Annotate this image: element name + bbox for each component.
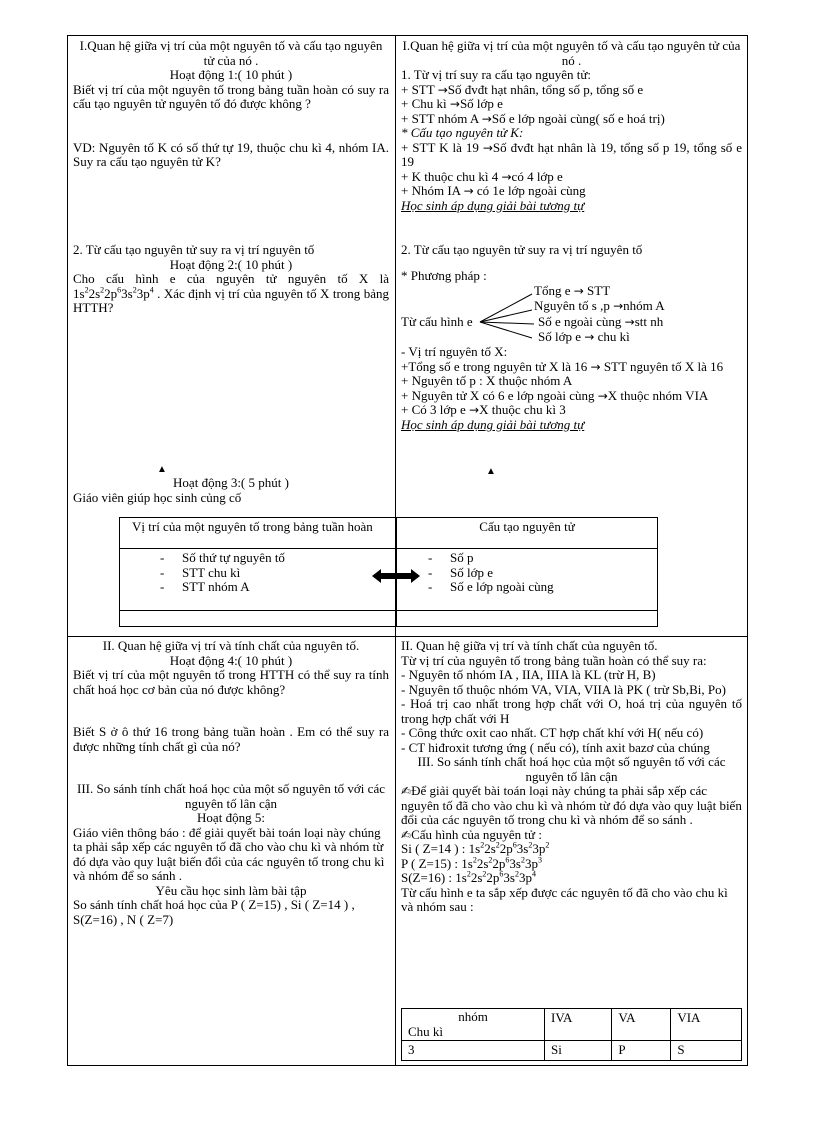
summary-right-list [428,551,554,595]
property-3: - Hoá trị cao nhất trong hợp chất với O, hoá trị của nguyên tố trong hợp chất với H [401,696,742,726]
list-item: - Số e lớp ngoài cùng [428,580,554,595]
arrow-icon: → [463,184,474,198]
rule-stt: + STT →Số đvđt hạt nhân, tổng số p, tổng số e [401,81,644,97]
triangle-marker-left: ▲ [157,464,167,475]
solve-text: ✍Để giải quyết bài toán loại này chúng ta phải sắp xếp các nguyên tố đã cho vào chu kì và nhóm từ đó dựa vào quy luật biến đổi của các nguyên tố trong chu kì và nhóm để so sánh . [401,783,742,827]
activity-2-label: Hoạt động 2:( 10 phút ) [169,256,293,272]
list-item: - Số p [428,551,554,566]
arrow-icon: → [624,315,635,329]
arrow-icon: → [437,82,448,97]
method-label: * Phương pháp : [401,267,487,283]
left-activity-3 [73,476,389,505]
list-item: - STT nhóm A [160,580,285,595]
section-i-title: I.Quan hệ giữa vị trí của một nguyên tố và cấu tạo nguyên tử của nó . [79,38,383,68]
section-i-title-right: I.Quan hệ giữa vị trí của một nguyên tố và cấu tạo nguyên tử của nó . [402,38,741,68]
from-config-label: Từ cấu hình e [401,314,473,329]
list-item: - STT chu kì [160,566,285,581]
left-section-2 [73,243,389,316]
arrow-icon: → [469,403,480,417]
activity-1-label: Hoạt động 1:( 10 phút ) [169,67,293,82]
question-1: Biết vị trí của một nguyên tố trong bảng tuần hoàn có suy ra cấu tạo nguyên tử nguyên tố đó được không ? [73,81,389,111]
branch-1: Tổng e → STT [534,283,611,298]
x-line-4: + Có 3 lớp e →X thuộc chu kì 3 [401,402,566,417]
k-structure-title: * Cấu tạo nguyên tử K: [401,125,524,140]
summary-left-header: Vị trí của một nguyên tố trong bảng tuần hoàn [132,519,373,534]
arrange-text: Từ cấu hình e ta sắp xếp được các nguyên tố đã cho vào chu kì và nhóm sau : [401,884,728,914]
activity-5-label: Hoạt động 5: [197,810,265,825]
x-line-2: + Nguyên tố p : X thuộc nhóm A [401,373,573,388]
section-1-title: 1. Từ vị trí suy ra cấu tạo nguyên tử: [401,67,592,82]
rule-group: + STT nhóm A →Số e lớp ngoài cùng( số e hoá trị) [401,110,665,126]
x-position-block [401,345,742,432]
section-2-title: 2. Từ cấu tạo nguyên tử suy ra vị trí nguyên tố [73,242,315,257]
x-title: - Vị trí nguyên tố X: [401,344,508,359]
table-row [402,1041,742,1061]
teacher-info: Giáo viên thông báo : để giải quyết bài toán loại này chúng ta phải sắp xếp các nguyên tố đã cho vào chu kì và nhóm từ đó dựa vào quy luật biến đổi của các nguyên tố trong chu kì và nhóm để so sánh . [73,824,385,883]
table-header-cell: VIA [671,1009,742,1041]
teacher-help: Giáo viên giúp học sinh củng cố [73,489,242,505]
right-bottom-cell [401,639,742,915]
right-top-cell [401,39,742,213]
x-line-3: + Nguyên tử X có 6 e lớp ngoài cùng →X thuộc nhóm VIA [401,387,709,403]
property-4: - Công thức oxit cao nhất. CT hợp chất khí với H( nếu có) [401,725,704,740]
right-section-2 [401,243,742,283]
property-5: - CT hiđroxit tương ứng ( nếu có), tính axit bazơ của chúng [401,739,710,755]
question-2: Cho cấu hình e của nguyên tử nguyên tố X là $1s^22s^22p^63s^23p^4$ . Xác định vị trí của nguyên tố X trong bảng HTTH? [73,271,390,315]
table-header-cell: IVA [545,1009,612,1041]
branch-3: Số e ngoài cùng →stt nh [538,314,664,329]
example-k: VD: Nguyên tố K có số thứ tự 19, thuộc chu kì 4, nhóm IA. Suy ra cấu tạo nguyên tử K? [73,139,389,169]
section-iii-title: III. So sánh tính chất hoá học của một số nguyên tố với các nguyên tố lân cận [77,781,385,811]
summary-right-header: Cấu tạo nguyên tử [479,519,575,534]
pen-icon: ✍ [401,827,412,842]
list-item: - Số lớp e [428,566,554,581]
question-4: Biết vị trí của một nguyên tố trong HTTH có thể suy ra tính chất hoá học cơ bản của nó được không? [73,667,389,697]
arrow-icon: → [597,388,608,403]
branch-4: Số lớp e → chu kì [538,329,630,344]
question-s: Biết S ở ô thứ 16 trong bảng tuần hoàn . Em có thể suy ra được những tính chất gì của nó? [73,724,389,754]
section-ii-title-right: II. Quan hệ giữa vị trí và tính chất của nguyên tố. [401,638,658,653]
branch-lines [478,290,538,346]
property-2: - Nguyên tố thuộc nhóm VA, VIA, VIIA là PK ( trừ Sb,Bi, Po) [401,681,726,697]
branch-2: Nguyên tố s ,p →nhóm A [534,298,665,313]
config-title: ✍Cấu hình của nguyên tử : [401,826,542,842]
activity-4-label: Hoạt động 4:( 10 phút ) [169,652,293,668]
apply-note-1: Học sinh áp dụng giải bài tương tự [401,197,585,213]
pen-icon: ✍ [401,784,412,798]
section-ii-title: II. Quan hệ giữa vị trí và tính chất của nguyên tố. [102,638,360,653]
property-1: - Nguyên tố nhóm IA , IIA, IIIA là KL (trừ H, B) [401,667,656,682]
arrow-icon: → [481,111,492,126]
summary-left-list [160,551,285,595]
k-line-1: + STT K là 19 →Số đvđt hạt nhân là 19, tổng số p 19, tổng số e 19 [401,139,742,169]
table-row [402,1009,742,1041]
arrow-icon: → [613,299,624,313]
header-corner-cell: nhóm Chu kì [402,1009,545,1041]
config-si: Si ( Z=14 ) : $1s^22s^22p^63s^23p^2$ [401,840,550,856]
table-header-cell: VA [612,1009,671,1041]
apply-note-2: Học sinh áp dụng giải bài tương tự [401,416,585,432]
request-label: Yêu cầu học sinh làm bài tập [155,882,307,898]
left-top-cell [73,39,389,170]
arrow-icon: → [482,140,493,155]
k-line-3: + Nhóm IA → có 1e lớp ngoài cùng [401,183,586,198]
table-cell: P [612,1041,671,1061]
triangle-marker-right: ▲ [486,466,496,477]
table-cell: S [671,1041,742,1061]
arrow-icon: → [501,169,512,184]
table-cell: Si [545,1041,612,1061]
k-line-2: + K thuộc chu kì 4 →có 4 lớp e [401,168,563,184]
group-period-table [401,1008,742,1061]
rule-period: + Chu kì →Số lớp e [401,96,503,111]
arrow-icon: → [584,330,595,344]
activity-3-label: Hoạt động 3:( 5 phút ) [173,475,289,490]
config-p: P ( Z=15) : $1s^22s^22p^63s^23p^3$ [401,855,542,871]
double-arrow-icon [372,567,420,585]
arrow-icon: → [449,97,460,111]
row-divider [67,636,748,637]
left-bottom-cell [73,639,389,927]
position-intro: Từ vị trí của nguyên tố trong bảng tuần hoàn có thể suy ra: [401,652,707,668]
x-line-1: +Tổng số e trong nguyên tử X là 16 → STT nguyên tố X là 16 [401,358,724,374]
arrow-icon: → [590,359,601,374]
period-cell: 3 [402,1041,545,1061]
section-2-title-right: 2. Từ cấu tạo nguyên tử suy ra vị trí nguyên tố [401,242,643,257]
arrow-icon: → [573,284,584,298]
section-iii-title-right: III. So sánh tính chất hoá học của một số nguyên tố với các nguyên tố lân cận [417,754,726,784]
config-s: S(Z=16) : $1s^22s^22p^63s^23p^4$ [401,869,536,885]
list-item: - Số thứ tự nguyên tố [160,551,285,566]
exercise-text: So sánh tính chất hoá học của P ( Z=15) , Si ( Z=14 ) , S(Z=16) , N ( Z=7) [73,897,355,927]
